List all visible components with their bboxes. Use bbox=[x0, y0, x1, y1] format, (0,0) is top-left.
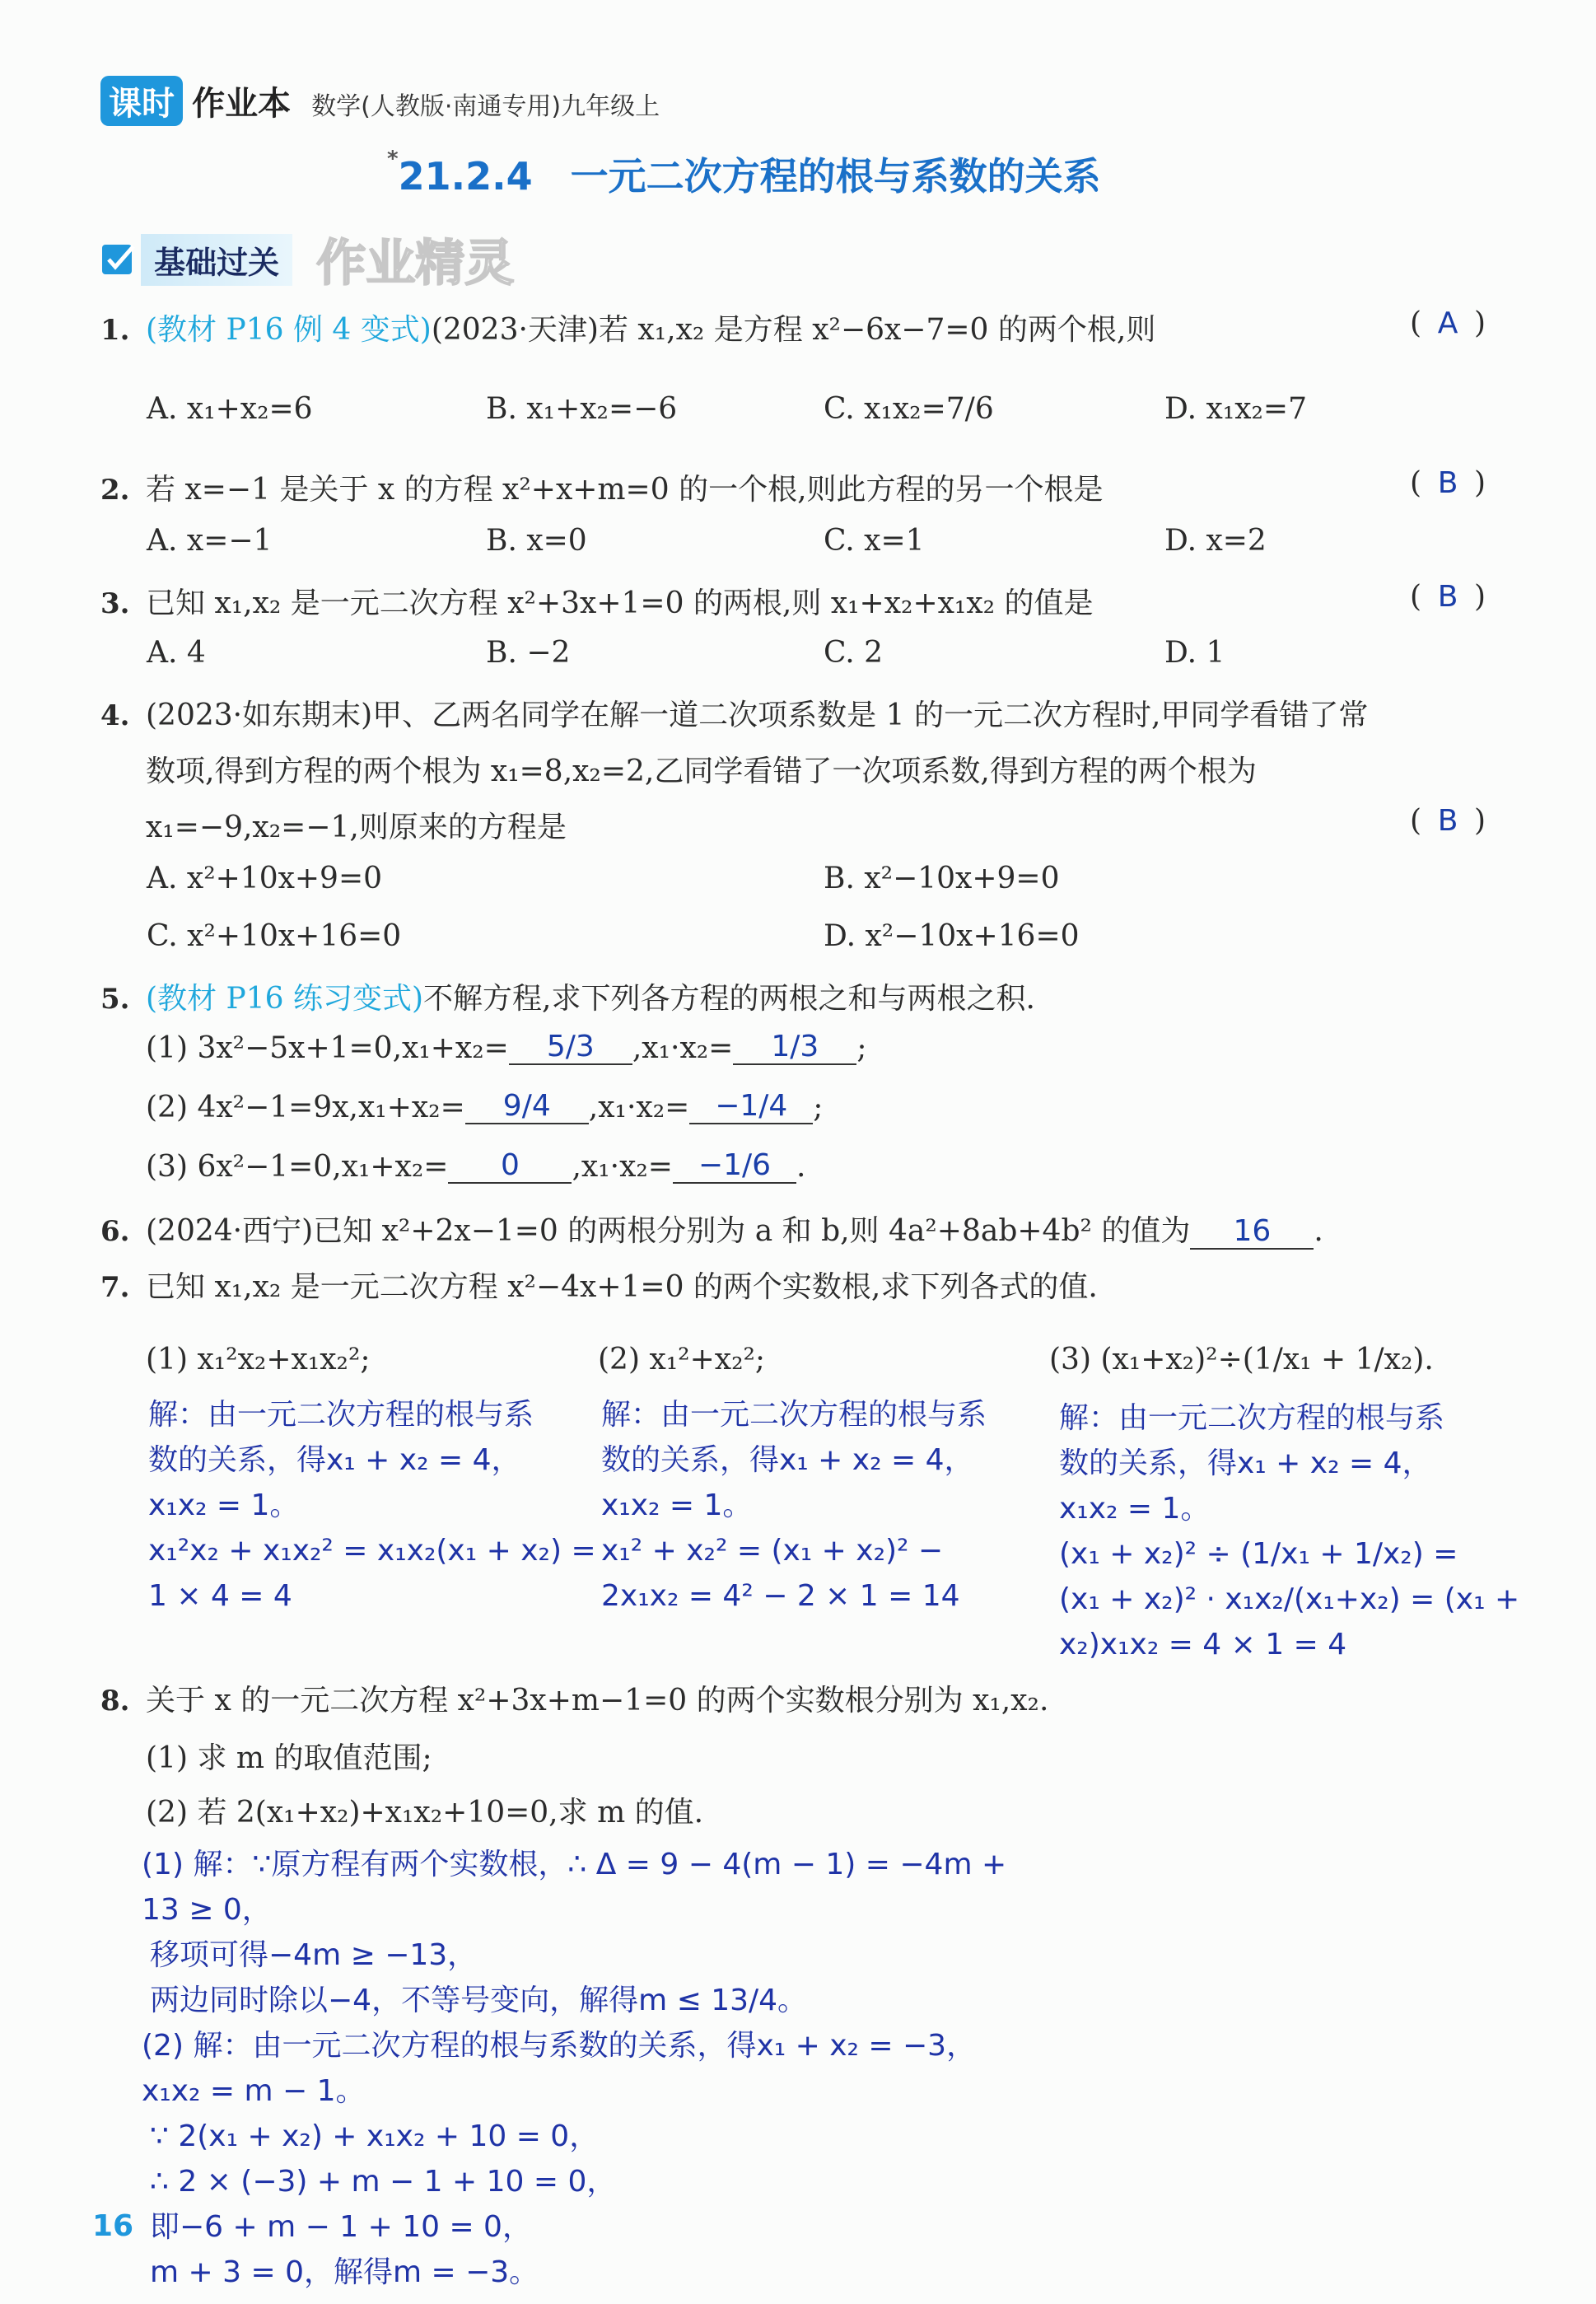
q3-option-d: D. 1 bbox=[1164, 636, 1225, 670]
q5-text: 不解方程,求下列各方程的两根之和与两根之积. bbox=[423, 982, 1035, 1016]
q7-sol2-line: 解：由一元二次方程的根与系 bbox=[601, 1398, 987, 1432]
q2-number: 2. bbox=[100, 474, 130, 507]
question-1 bbox=[100, 306, 1155, 348]
q1-answer-letter: A bbox=[1437, 306, 1458, 340]
question-4-line2: 数项,得到方程的两个根为 x₁=8,x₂=2,乙同学看错了一次项系数,得到方程的两个根为 bbox=[146, 755, 1257, 788]
section-label: 基础过关 bbox=[141, 234, 292, 286]
question-6 bbox=[100, 1208, 1323, 1250]
q2-option-b: B. x=0 bbox=[486, 524, 587, 558]
q1-option-b: B. x₁+x₂=−6 bbox=[486, 392, 678, 426]
q8-sol-line: 13 ≥ 0， bbox=[142, 1893, 272, 1927]
logo-text: 作业本 bbox=[192, 85, 292, 123]
q7-sol3-line: (x₁ + x₂)² ÷ (1/x₁ + 1/x₂) = bbox=[1059, 1537, 1458, 1571]
q5-part1-product: 1/3 bbox=[733, 1030, 856, 1065]
q6-answer: 16 bbox=[1190, 1214, 1314, 1250]
q7-sol1-line: 解：由一元二次方程的根与系 bbox=[148, 1398, 534, 1432]
q2-option-d: D. x=2 bbox=[1164, 524, 1267, 558]
q5-part-1 bbox=[146, 1030, 867, 1065]
q4-option-c: C. x²+10x+16=0 bbox=[147, 919, 402, 953]
q3-option-a: A. 4 bbox=[147, 636, 206, 670]
q1-text: (2023·天津)若 x₁,x₂ 是方程 x²−6x−7=0 的两个根,则 bbox=[431, 313, 1156, 347]
q8-part-1: (1) 求 m 的取值范围; bbox=[146, 1741, 432, 1775]
q7-sol1-line: 数的关系，得x₁ + x₂ = 4， bbox=[148, 1443, 521, 1477]
q5-part-3 bbox=[146, 1148, 805, 1184]
q8-sol-line: 两边同时除以−4，不等号变向，解得m ≤ 13/4。 bbox=[150, 1984, 808, 2017]
q7-sol3-line: 解：由一元二次方程的根与系 bbox=[1059, 1401, 1445, 1435]
q7-part-3: (3) (x₁+x₂)²÷(1/x₁ + 1/x₂). bbox=[1049, 1343, 1434, 1376]
q8-sol-line: 移项可得−4m ≥ −13， bbox=[150, 1938, 478, 1972]
q5-part2-label: (2) 4x²−1=9x,x₁+x₂= bbox=[146, 1091, 465, 1124]
question-7 bbox=[100, 1264, 1098, 1306]
q7-sol2-line: 2x₁x₂ = 4² − 2 × 1 = 14 bbox=[601, 1579, 960, 1613]
q8-sol-line: ∵ 2(x₁ + x₂) + x₁x₂ + 10 = 0， bbox=[150, 2119, 600, 2153]
q5-number: 5. bbox=[100, 983, 130, 1016]
q2-option-a: A. x=−1 bbox=[147, 524, 273, 558]
section-title bbox=[387, 147, 1101, 201]
q5-part2-product: −1/4 bbox=[689, 1089, 813, 1124]
question-2 bbox=[100, 466, 1104, 508]
watermark: 作业精灵 bbox=[316, 235, 515, 292]
q2-text: 若 x=−1 是关于 x 的方程 x²+x+m=0 的一个根,则此方程的另一个根是 bbox=[146, 473, 1104, 507]
q7-sol2-line: x₁x₂ = 1。 bbox=[601, 1488, 753, 1522]
q8-solution bbox=[142, 1842, 1006, 2295]
q4-option-a: A. x²+10x+9=0 bbox=[147, 862, 383, 895]
header-subtitle: 数学(人教版·南通专用)九年级上 bbox=[311, 92, 660, 121]
q6-text: (2024·西宁)已知 x²+2x−1=0 的两根分别为 a 和 b,则 4a²+8ab+4b² 的值为 bbox=[146, 1214, 1191, 1248]
q7-sol3-line: x₂)x₁x₂ = 4 × 1 = 4 bbox=[1059, 1628, 1347, 1661]
q3-answer-letter: B bbox=[1437, 580, 1458, 614]
q2-answer: ( B ) bbox=[1410, 466, 1486, 500]
q7-text: 已知 x₁,x₂ 是一元二次方程 x²−4x+1=0 的两个实数根,求下列各式的值. bbox=[146, 1270, 1098, 1304]
q1-answer: ( A ) bbox=[1410, 306, 1486, 340]
question-8 bbox=[100, 1677, 1048, 1719]
q1-option-a: A. x₁+x₂=6 bbox=[147, 392, 313, 426]
q5-part1-mid: ,x₁·x₂= bbox=[632, 1031, 734, 1065]
q8-sol-line: m + 3 = 0，解得m = −3。 bbox=[150, 2255, 539, 2289]
q4-option-d: D. x²−10x+16=0 bbox=[824, 919, 1080, 953]
q7-solution-3 bbox=[1059, 1395, 1519, 1667]
q8-number: 8. bbox=[100, 1685, 130, 1717]
q3-text: 已知 x₁,x₂ 是一元二次方程 x²+3x+1=0 的两根,则 x₁+x₂+x₁x₂ 的值是 bbox=[146, 587, 1094, 620]
q5-part3-mid: ,x₁·x₂= bbox=[572, 1150, 673, 1184]
q8-sol-line: (1) 解：∵原方程有两个实数根，∴ Δ = 9 − 4(m − 1) = −4m + bbox=[142, 1848, 1007, 1881]
q7-sol1-line: 1 × 4 = 4 bbox=[148, 1579, 292, 1613]
q1-option-d: D. x₁x₂=7 bbox=[1164, 392, 1308, 426]
q2-answer-letter: B bbox=[1437, 466, 1458, 500]
q7-part-2: (2) x₁²+x₂²; bbox=[598, 1343, 766, 1376]
section-badge bbox=[100, 224, 515, 292]
q3-option-b: B. −2 bbox=[486, 636, 571, 670]
q7-sol3-line: 数的关系，得x₁ + x₂ = 4， bbox=[1059, 1446, 1432, 1480]
q6-number: 6. bbox=[100, 1215, 130, 1248]
q7-solution-1 bbox=[148, 1392, 596, 1619]
q1-number: 1. bbox=[100, 314, 130, 347]
q7-sol3-line: (x₁ + x₂)² · x₁x₂/(x₁+x₂) = (x₁ + bbox=[1059, 1582, 1520, 1616]
q8-sol-line: x₁x₂ = m − 1。 bbox=[142, 2074, 366, 2108]
q7-sol1-line: x₁²x₂ + x₁x₂² = x₁x₂(x₁ + x₂) = bbox=[148, 1534, 596, 1568]
q4-text-1: (2023·如东期末)甲、乙两名同学在解一道二次项系数是 1 的一元二次方程时,甲同学看错了常 bbox=[146, 699, 1369, 732]
q5-part3-end: . bbox=[796, 1150, 806, 1184]
q4-number: 4. bbox=[100, 699, 130, 732]
q5-part3-label: (3) 6x²−1=0,x₁+x₂= bbox=[146, 1150, 449, 1184]
q5-part3-product: −1/6 bbox=[673, 1148, 796, 1184]
title-text: 21.2.4 一元二次方程的根与系数的关系 bbox=[398, 154, 1101, 199]
q5-part2-sum: 9/4 bbox=[465, 1089, 589, 1124]
q5-tag: (教材 P16 练习变式) bbox=[146, 982, 424, 1016]
q5-part1-label: (1) 3x²−5x+1=0,x₁+x₂= bbox=[146, 1031, 509, 1065]
q7-number: 7. bbox=[100, 1271, 130, 1304]
q7-sol2-line: 数的关系，得x₁ + x₂ = 4， bbox=[601, 1443, 974, 1477]
q8-sol-line: ∴ 2 × (−3) + m − 1 + 10 = 0， bbox=[150, 2165, 617, 2199]
q7-part-1: (1) x₁²x₂+x₁x₂²; bbox=[146, 1343, 371, 1376]
q5-part-2 bbox=[146, 1089, 823, 1124]
q4-option-b: B. x²−10x+9=0 bbox=[824, 862, 1060, 895]
q5-part1-end: ; bbox=[856, 1031, 867, 1065]
q5-part2-end: ; bbox=[813, 1091, 824, 1124]
q4-answer: ( B ) bbox=[1410, 804, 1486, 838]
q1-option-c: C. x₁x₂=7/6 bbox=[824, 392, 994, 426]
q2-option-c: C. x=1 bbox=[824, 524, 925, 558]
checkbox-icon bbox=[100, 241, 137, 278]
q3-option-c: C. 2 bbox=[824, 636, 884, 670]
q4-answer-letter: B bbox=[1437, 804, 1458, 838]
page-number: 16 bbox=[92, 2209, 134, 2243]
title-star: * bbox=[387, 147, 399, 171]
q5-part2-mid: ,x₁·x₂= bbox=[588, 1091, 690, 1124]
q8-sol-line: 即−6 + m − 1 + 10 = 0， bbox=[150, 2210, 532, 2244]
q6-end: . bbox=[1314, 1214, 1323, 1248]
q7-sol2-line: x₁² + x₂² = (x₁ + x₂)² − bbox=[601, 1534, 944, 1568]
q5-part3-sum: 0 bbox=[448, 1148, 572, 1184]
q8-part-2: (2) 若 2(x₁+x₂)+x₁x₂+10=0,求 m 的值. bbox=[146, 1796, 704, 1830]
q3-answer: ( B ) bbox=[1410, 580, 1486, 614]
q8-sol-line: (2) 解：由一元二次方程的根与系数的关系，得x₁ + x₂ = −3， bbox=[142, 2029, 977, 2063]
question-4-line3: x₁=−9,x₂=−1,则原来的方程是 bbox=[146, 811, 567, 844]
q5-part1-sum: 5/3 bbox=[509, 1030, 632, 1065]
q7-solution-2 bbox=[601, 1392, 987, 1619]
q3-number: 3. bbox=[100, 587, 130, 620]
question-4-line1 bbox=[100, 692, 1368, 734]
q8-text: 关于 x 的一元二次方程 x²+3x+m−1=0 的两个实数根分别为 x₁,x₂. bbox=[146, 1684, 1049, 1717]
q7-sol1-line: x₁x₂ = 1。 bbox=[148, 1488, 300, 1522]
logo-box: 课时 bbox=[100, 76, 183, 126]
q7-sol3-line: x₁x₂ = 1。 bbox=[1059, 1492, 1211, 1526]
question-5 bbox=[100, 975, 1035, 1017]
header-logo bbox=[100, 76, 660, 123]
q1-tag: (教材 P16 例 4 变式) bbox=[146, 313, 432, 347]
question-3 bbox=[100, 580, 1094, 622]
